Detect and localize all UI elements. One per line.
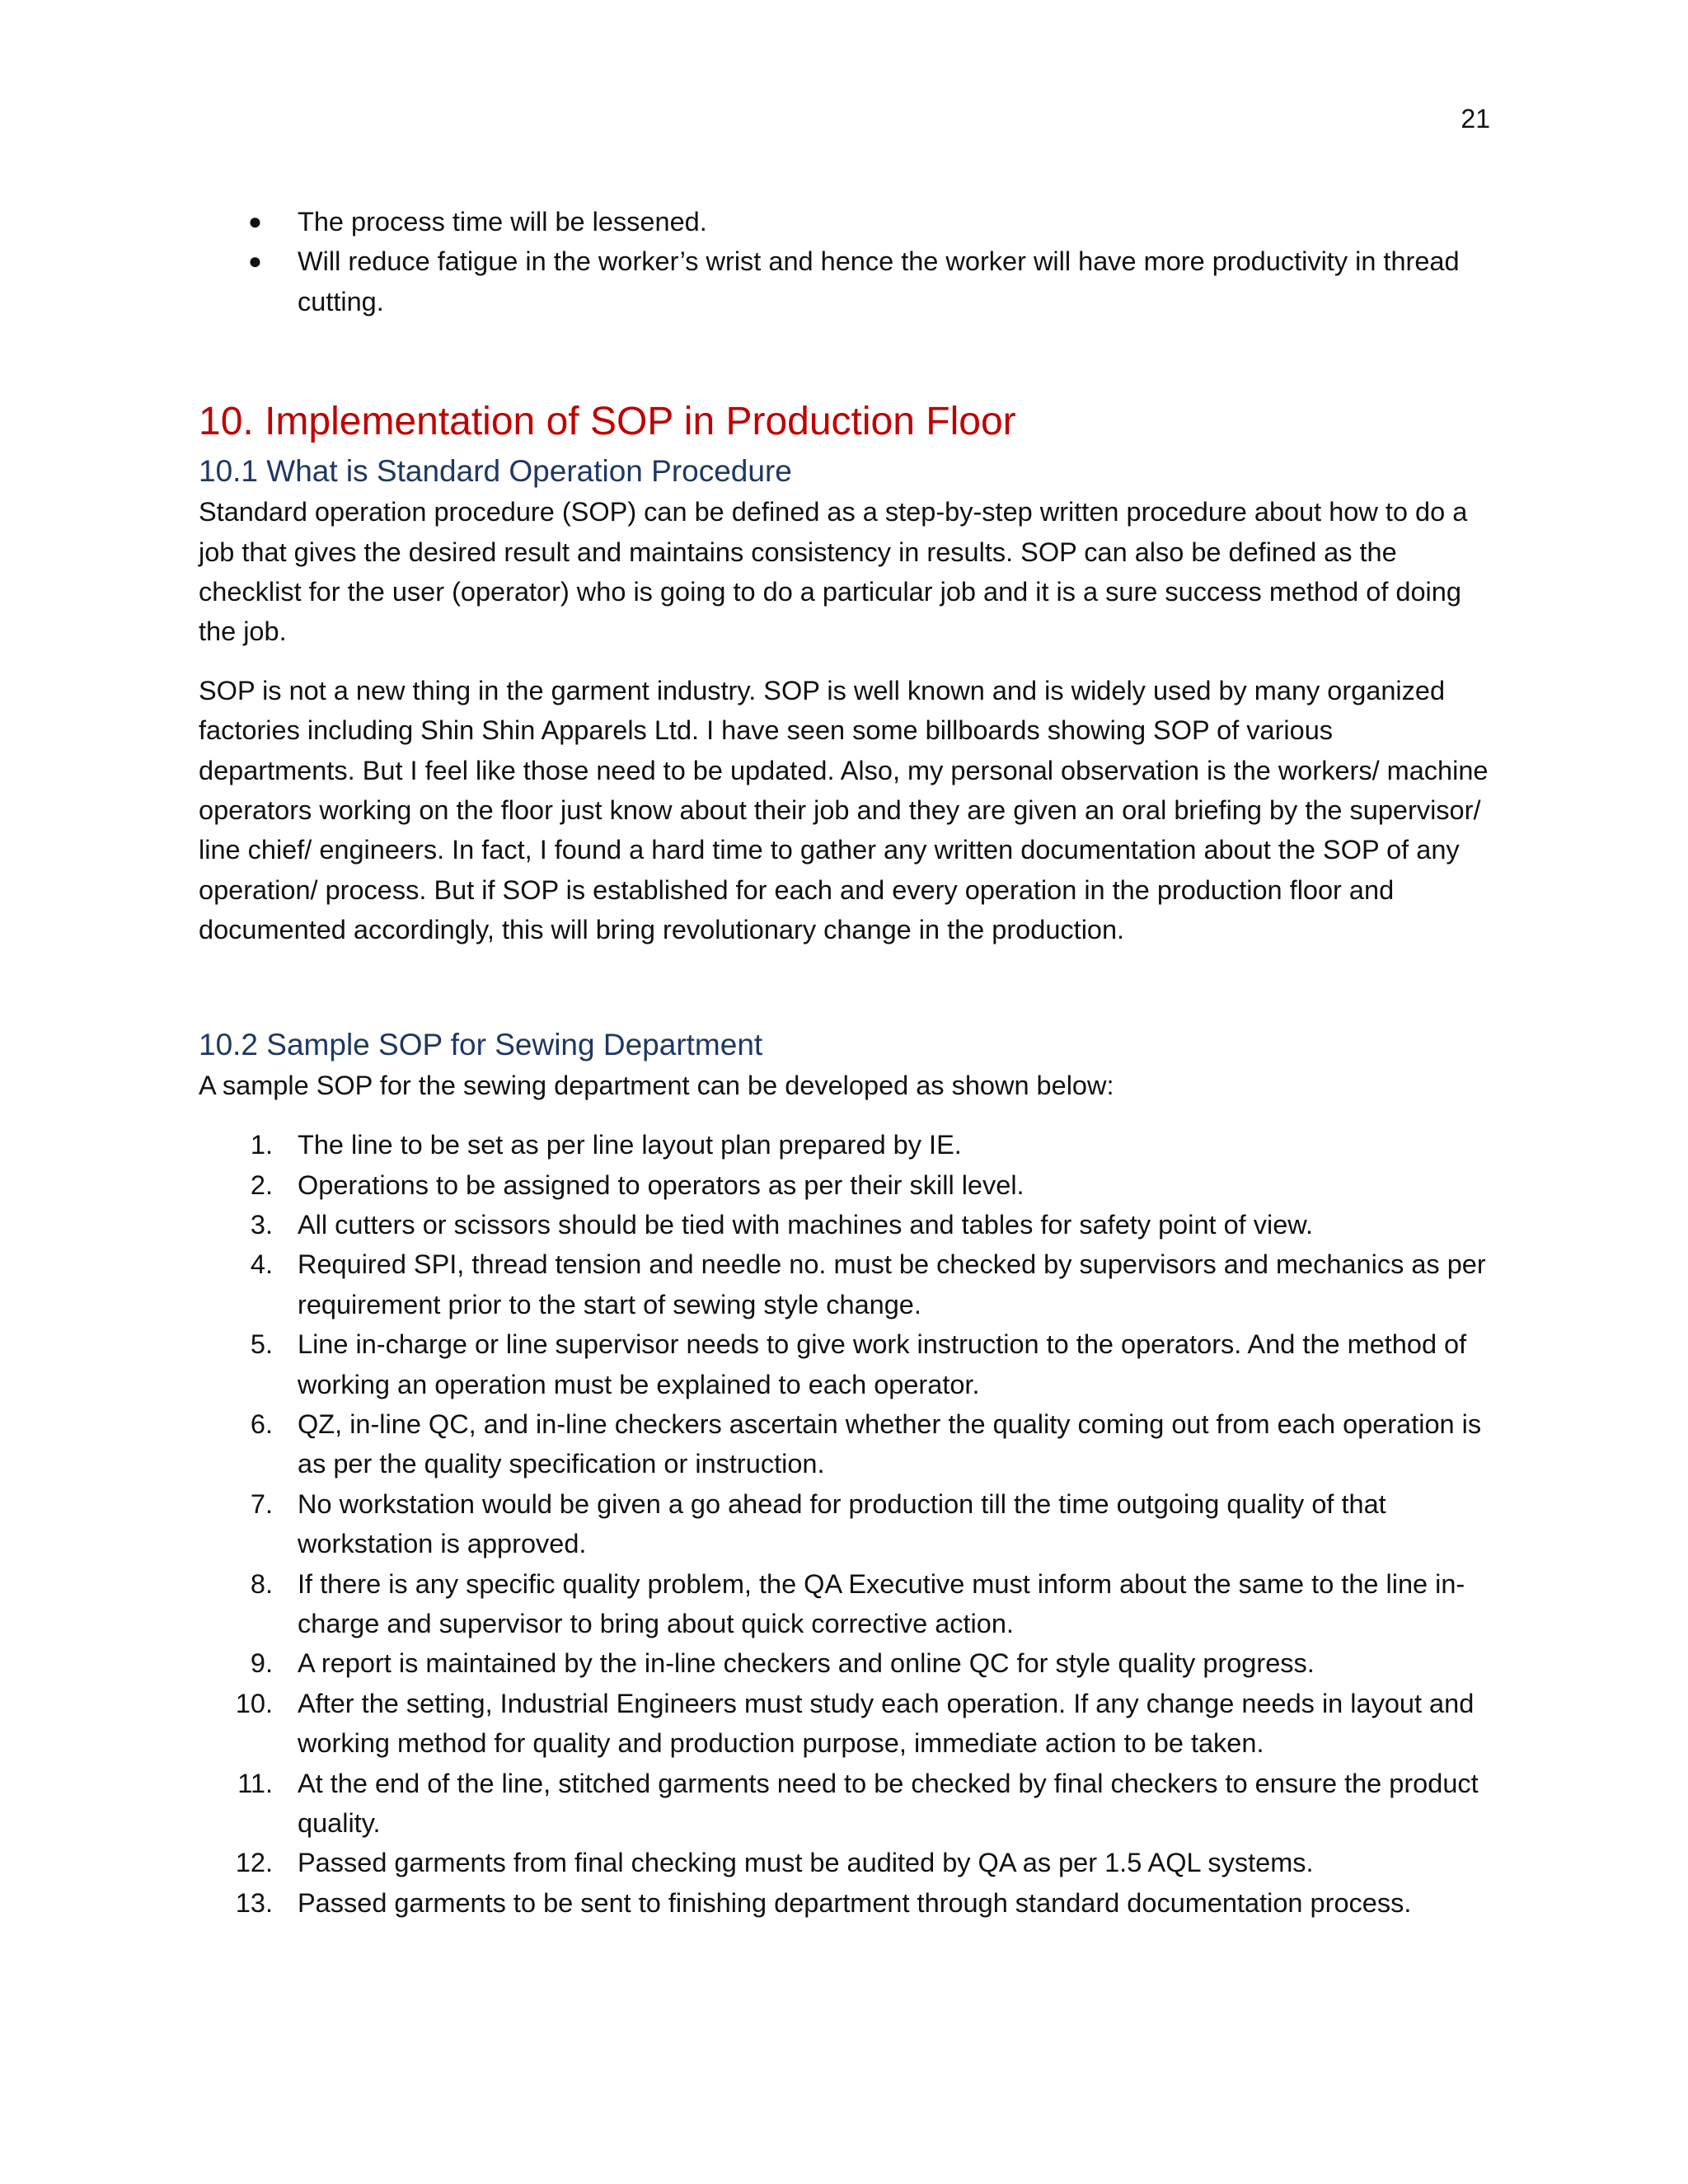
list-number: 7. [250,1488,273,1519]
list-text: Required SPI, thread tension and needle no. must be checked by supervisors and mechanics as per requirement prior to the start of sewing style change. [298,1249,1486,1319]
bullet-list [199,202,1493,321]
list-text: After the setting, Industrial Engineers must study each operation. If any change needs in layout and working method for quality and production purpose, immediate action to be taken. [298,1688,1475,1759]
list-item [199,1843,1493,1882]
bullet-item [199,241,1493,321]
list-item [199,1125,1493,1165]
bullet-item [199,202,1493,241]
list-item [199,1484,1493,1564]
list-item [199,1244,1493,1324]
list-item [199,1165,1493,1205]
list-text: QZ, in-line QC, and in-line checkers ascertain whether the quality coming out from each operation is as per the quality specification or instruction. [298,1408,1482,1479]
list-item [199,1684,1493,1764]
list-item [199,1404,1493,1484]
bullet-dot-icon: ● [248,209,262,234]
list-number: 13. [235,1887,273,1918]
intro-paragraph: A sample SOP for the sewing department can be developed as shown below: [199,1070,1114,1100]
list-item [199,1883,1493,1923]
paragraph: SOP is not a new thing in the garment industry. SOP is well known and is widely used by many organized factories including Shin Shin Apparels Ltd. I have seen some billboards showing SOP of various departments. But I feel like those need to be updated. Also, my personal observation is the workers/ machine operators working on the floor just know about their job and they are given an oral briefing by the supervisor/ line chief/ engineers. In fact, I found a hard time to gather any written documentation about the SOP of any operation/ process. But if SOP is established for each and every operation in the production floor and documented accordingly, this will bring revolutionary change in the production. [199,675,1489,945]
list-number: 10. [235,1688,273,1718]
list-text: Operations to be assigned to operators as per their skill level. [298,1169,1025,1200]
list-number: 1. [250,1130,273,1160]
bullet-text: The process time will be lessened. [298,207,707,237]
list-number: 11. [237,1768,273,1798]
subsection-heading-10-1: 10.1 What is Standard Operation Procedure [199,454,792,489]
list-text: Passed garments from final checking must be audited by QA as per 1.5 AQL systems. [298,1848,1314,1878]
subsection-heading-10-2: 10.2 Sample SOP for Sewing Department [199,1027,763,1062]
page-content [199,202,1493,1923]
bullet-dot-icon: ● [248,248,262,274]
list-text: A report is maintained by the in-line checkers and online QC for style quality progress. [298,1648,1315,1679]
list-item [199,1643,1493,1683]
list-text: No workstation would be given a go ahead for production till the time outgoing quality of that workstation is approved. [298,1488,1386,1559]
list-number: 3. [250,1209,273,1240]
section-heading: 10. Implementation of SOP in Production Floor [199,400,1016,444]
list-item [199,1564,1493,1644]
list-text: Line in-charge or line supervisor needs to give work instruction to the operators. And the method of working an operation must be explained to each operator. [298,1329,1467,1399]
list-number: 12. [235,1848,273,1878]
paragraph: Standard operation procedure (SOP) can be defined as a step-by-step written procedure about how to do a job that gives the desired result and maintains consistency in results. SOP can also be defined as the checklist for the user (operator) who is going to do a particular job and it is a sure success method of doing the job. [199,497,1468,647]
list-text: All cutters or scissors should be tied with machines and tables for safety point of view. [298,1209,1313,1240]
list-item [199,1205,1493,1244]
list-number: 2. [250,1169,273,1200]
bullet-text: Will reduce fatigue in the worker’s wrist and hence the worker will have more productivity in thread cutting. [298,246,1460,316]
list-number: 5. [250,1329,273,1360]
list-number: 4. [250,1249,273,1280]
list-item [199,1324,1493,1404]
list-number: 9. [250,1648,273,1679]
list-text: Passed garments to be sent to finishing department through standard documentation process. [298,1887,1412,1918]
list-text: If there is any specific quality problem, the QA Executive must inform about the same to the line in-charge and supervisor to bring about quick corrective action. [298,1568,1465,1638]
page-number: 21 [1461,104,1490,134]
list-item [199,1764,1493,1844]
list-number: 8. [250,1568,273,1599]
list-text: At the end of the line, stitched garments need to be checked by final checkers to ensure the product quality. [298,1768,1479,1838]
list-text: The line to be set as per line layout plan prepared by IE. [298,1130,962,1160]
sop-steps-list [199,1125,1493,1923]
list-number: 6. [250,1408,273,1439]
